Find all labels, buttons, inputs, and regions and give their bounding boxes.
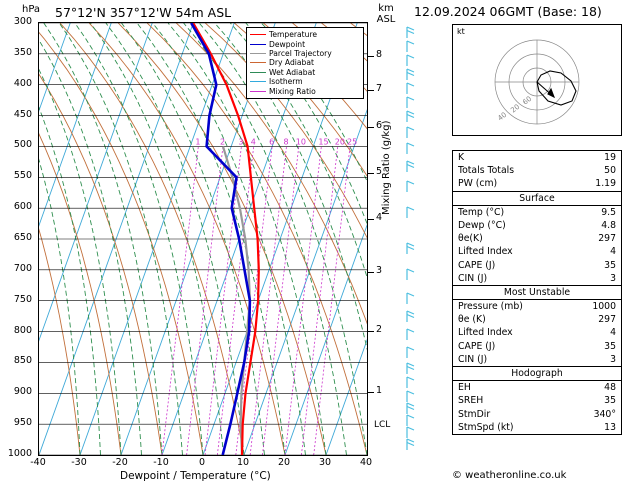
index-value: 13 xyxy=(604,421,616,433)
index-key: Pressure (mb) xyxy=(458,301,523,313)
index-value: 48 xyxy=(604,382,616,394)
index-value: 9.5 xyxy=(601,206,616,218)
pressure-tick: 900 xyxy=(13,386,32,398)
altitude-tick: 8 xyxy=(376,48,383,60)
copyright-credit: © weatheronline.co.uk xyxy=(452,470,567,481)
index-key: K xyxy=(458,152,465,163)
altitude-tick: 2 xyxy=(376,323,383,335)
legend-item xyxy=(250,68,360,77)
legend-swatch xyxy=(250,81,266,82)
pressure-axis-label: hPa xyxy=(22,4,41,15)
legend-item xyxy=(250,86,360,95)
temperature-tick: -20 xyxy=(112,457,128,468)
svg-text:20: 20 xyxy=(334,137,345,147)
km-axis-label-line1: km xyxy=(378,3,394,14)
index-value: 297 xyxy=(598,233,616,245)
pressure-tick: 600 xyxy=(13,201,32,213)
pressure-tick: 850 xyxy=(13,355,32,367)
svg-text:15: 15 xyxy=(318,137,329,147)
index-key: StmSpd (kt) xyxy=(458,421,514,433)
index-key: θe (K) xyxy=(458,314,486,326)
temperature-tick: -10 xyxy=(153,457,169,468)
legend-swatch xyxy=(250,91,266,92)
index-value: 1.19 xyxy=(595,178,616,190)
pressure-tick: 650 xyxy=(13,232,32,243)
svg-text:2: 2 xyxy=(219,137,226,147)
svg-text:6: 6 xyxy=(269,137,275,147)
temperature-tick: 30 xyxy=(318,457,332,468)
index-section-header: Hodograph xyxy=(453,366,621,381)
index-key: CIN (J) xyxy=(458,353,488,365)
index-row xyxy=(453,151,621,164)
index-key: SREH xyxy=(458,395,484,407)
index-key: Lifted Index xyxy=(458,246,513,258)
index-row xyxy=(453,259,621,272)
index-row xyxy=(453,245,621,258)
pressure-tick: 750 xyxy=(13,293,32,305)
temperature-tick: -40 xyxy=(30,457,46,468)
legend-item xyxy=(250,58,360,67)
index-key: Lifted Index xyxy=(458,327,513,339)
index-key: Dewp (°C) xyxy=(458,219,506,231)
legend-swatch xyxy=(250,44,266,45)
altitude-tick-mark xyxy=(368,272,374,273)
index-row xyxy=(453,300,621,313)
x-axis-title: Dewpoint / Temperature (°C) xyxy=(120,470,271,482)
wind-barb-column xyxy=(398,22,416,456)
legend-item xyxy=(250,30,360,39)
pressure-tick: 700 xyxy=(13,262,32,274)
index-row xyxy=(453,232,621,245)
svg-text:3: 3 xyxy=(238,137,244,147)
index-value: 4 xyxy=(610,327,616,339)
index-value: 35 xyxy=(604,259,616,271)
index-row xyxy=(453,408,621,421)
legend xyxy=(246,27,364,99)
legend-label: Dry Adiabat xyxy=(269,58,314,68)
index-key: PW (cm) xyxy=(458,178,498,190)
index-key: θe(K) xyxy=(458,233,483,245)
pressure-tick: 450 xyxy=(13,108,32,120)
index-key: EH xyxy=(458,382,471,394)
legend-label: Temperature xyxy=(269,30,318,40)
index-row xyxy=(453,206,621,219)
svg-text:4: 4 xyxy=(250,137,256,147)
legend-item xyxy=(250,39,360,48)
pressure-tick: 300 xyxy=(13,16,32,27)
index-row xyxy=(453,164,621,177)
index-row xyxy=(453,313,621,326)
index-value: 340° xyxy=(593,408,616,420)
altitude-tick: 4 xyxy=(376,212,383,224)
svg-text:1: 1 xyxy=(195,137,201,147)
svg-text:25: 25 xyxy=(347,137,358,147)
index-row xyxy=(453,177,621,190)
station-title: 57°12'N 357°12'W 54m ASL xyxy=(55,5,232,20)
temperature-tick: 40 xyxy=(359,457,373,468)
altitude-tick: 3 xyxy=(376,264,383,276)
svg-text:10: 10 xyxy=(295,137,306,147)
svg-text:8: 8 xyxy=(283,137,289,147)
index-key: Temp (°C) xyxy=(458,206,505,218)
hodograph xyxy=(452,24,622,136)
legend-label: Parcel Trajectory xyxy=(269,48,332,58)
altitude-tick: 1 xyxy=(376,385,383,397)
index-value: 4 xyxy=(610,246,616,258)
svg-text:60: 60 xyxy=(521,94,534,107)
index-value: 19 xyxy=(604,152,616,163)
legend-item xyxy=(250,77,360,86)
index-value: 297 xyxy=(598,314,616,326)
legend-swatch xyxy=(250,53,266,54)
index-row xyxy=(453,326,621,339)
wind-barbs-svg xyxy=(398,22,416,456)
legend-swatch xyxy=(250,62,266,63)
legend-label: Wet Adiabat xyxy=(269,67,316,77)
mixing-ratio-axis-label: Mixing Ratio (g/kg) xyxy=(381,120,392,215)
index-value: 35 xyxy=(604,340,616,352)
index-value: 50 xyxy=(604,165,616,177)
legend-swatch xyxy=(250,34,266,35)
temperature-tick: 0 xyxy=(198,457,206,468)
altitude-tick: 7 xyxy=(376,82,383,94)
legend-label: Mixing Ratio xyxy=(269,86,316,96)
legend-label: Dewpoint xyxy=(269,39,306,49)
altitude-tick-mark xyxy=(368,173,374,174)
altitude-tick-mark xyxy=(368,127,374,128)
index-row xyxy=(453,340,621,353)
index-section-header: Surface xyxy=(453,191,621,206)
svg-text:20: 20 xyxy=(509,102,522,115)
date-title: 12.09.2024 06GMT (Base: 18) xyxy=(414,4,602,19)
index-section-header: Most Unstable xyxy=(453,285,621,300)
svg-text:40: 40 xyxy=(496,110,509,123)
index-value: 1000 xyxy=(592,301,616,313)
altitude-tick: 6 xyxy=(376,119,383,131)
index-value: 35 xyxy=(604,395,616,407)
legend-label: Isotherm xyxy=(269,77,303,87)
index-key: StmDir xyxy=(458,408,491,420)
temperature-tick: -30 xyxy=(71,457,87,468)
pressure-tick: 500 xyxy=(13,139,32,151)
pressure-tick: 950 xyxy=(13,417,32,429)
index-value: 3 xyxy=(610,353,616,365)
index-row xyxy=(453,421,621,434)
pressure-tick: 400 xyxy=(13,77,32,89)
temperature-tick: 10 xyxy=(236,457,250,468)
pressure-tick: 350 xyxy=(13,46,32,58)
hodograph-svg xyxy=(453,25,621,135)
index-key: CAPE (J) xyxy=(458,259,496,271)
lcl-marker: LCL xyxy=(374,420,391,431)
index-value: 3 xyxy=(610,272,616,284)
altitude-tick-mark xyxy=(368,90,374,91)
index-row xyxy=(453,394,621,407)
altitude-tick-mark xyxy=(368,331,374,332)
legend-item xyxy=(250,49,360,58)
index-row xyxy=(453,272,621,285)
km-axis-label-line2: ASL xyxy=(376,14,396,25)
altitude-tick-mark xyxy=(368,219,374,220)
index-key: CAPE (J) xyxy=(458,340,496,352)
pressure-tick: 550 xyxy=(13,170,32,182)
index-value: 4.8 xyxy=(601,219,616,231)
altitude-tick-mark xyxy=(368,56,374,57)
pressure-tick: 1000 xyxy=(7,448,32,459)
index-key: CIN (J) xyxy=(458,272,488,284)
legend-swatch xyxy=(250,72,266,73)
indices-table xyxy=(452,150,622,435)
altitude-tick-mark xyxy=(368,392,374,393)
hodograph-unit-label: kt xyxy=(457,27,465,36)
index-row xyxy=(453,353,621,366)
altitude-axis xyxy=(368,22,398,456)
pressure-tick: 800 xyxy=(13,324,32,336)
index-key: Totals Totals xyxy=(458,165,515,177)
temperature-tick: 20 xyxy=(277,457,291,468)
altitude-tick: 5 xyxy=(376,166,383,178)
index-row xyxy=(453,219,621,232)
index-row xyxy=(453,381,621,394)
